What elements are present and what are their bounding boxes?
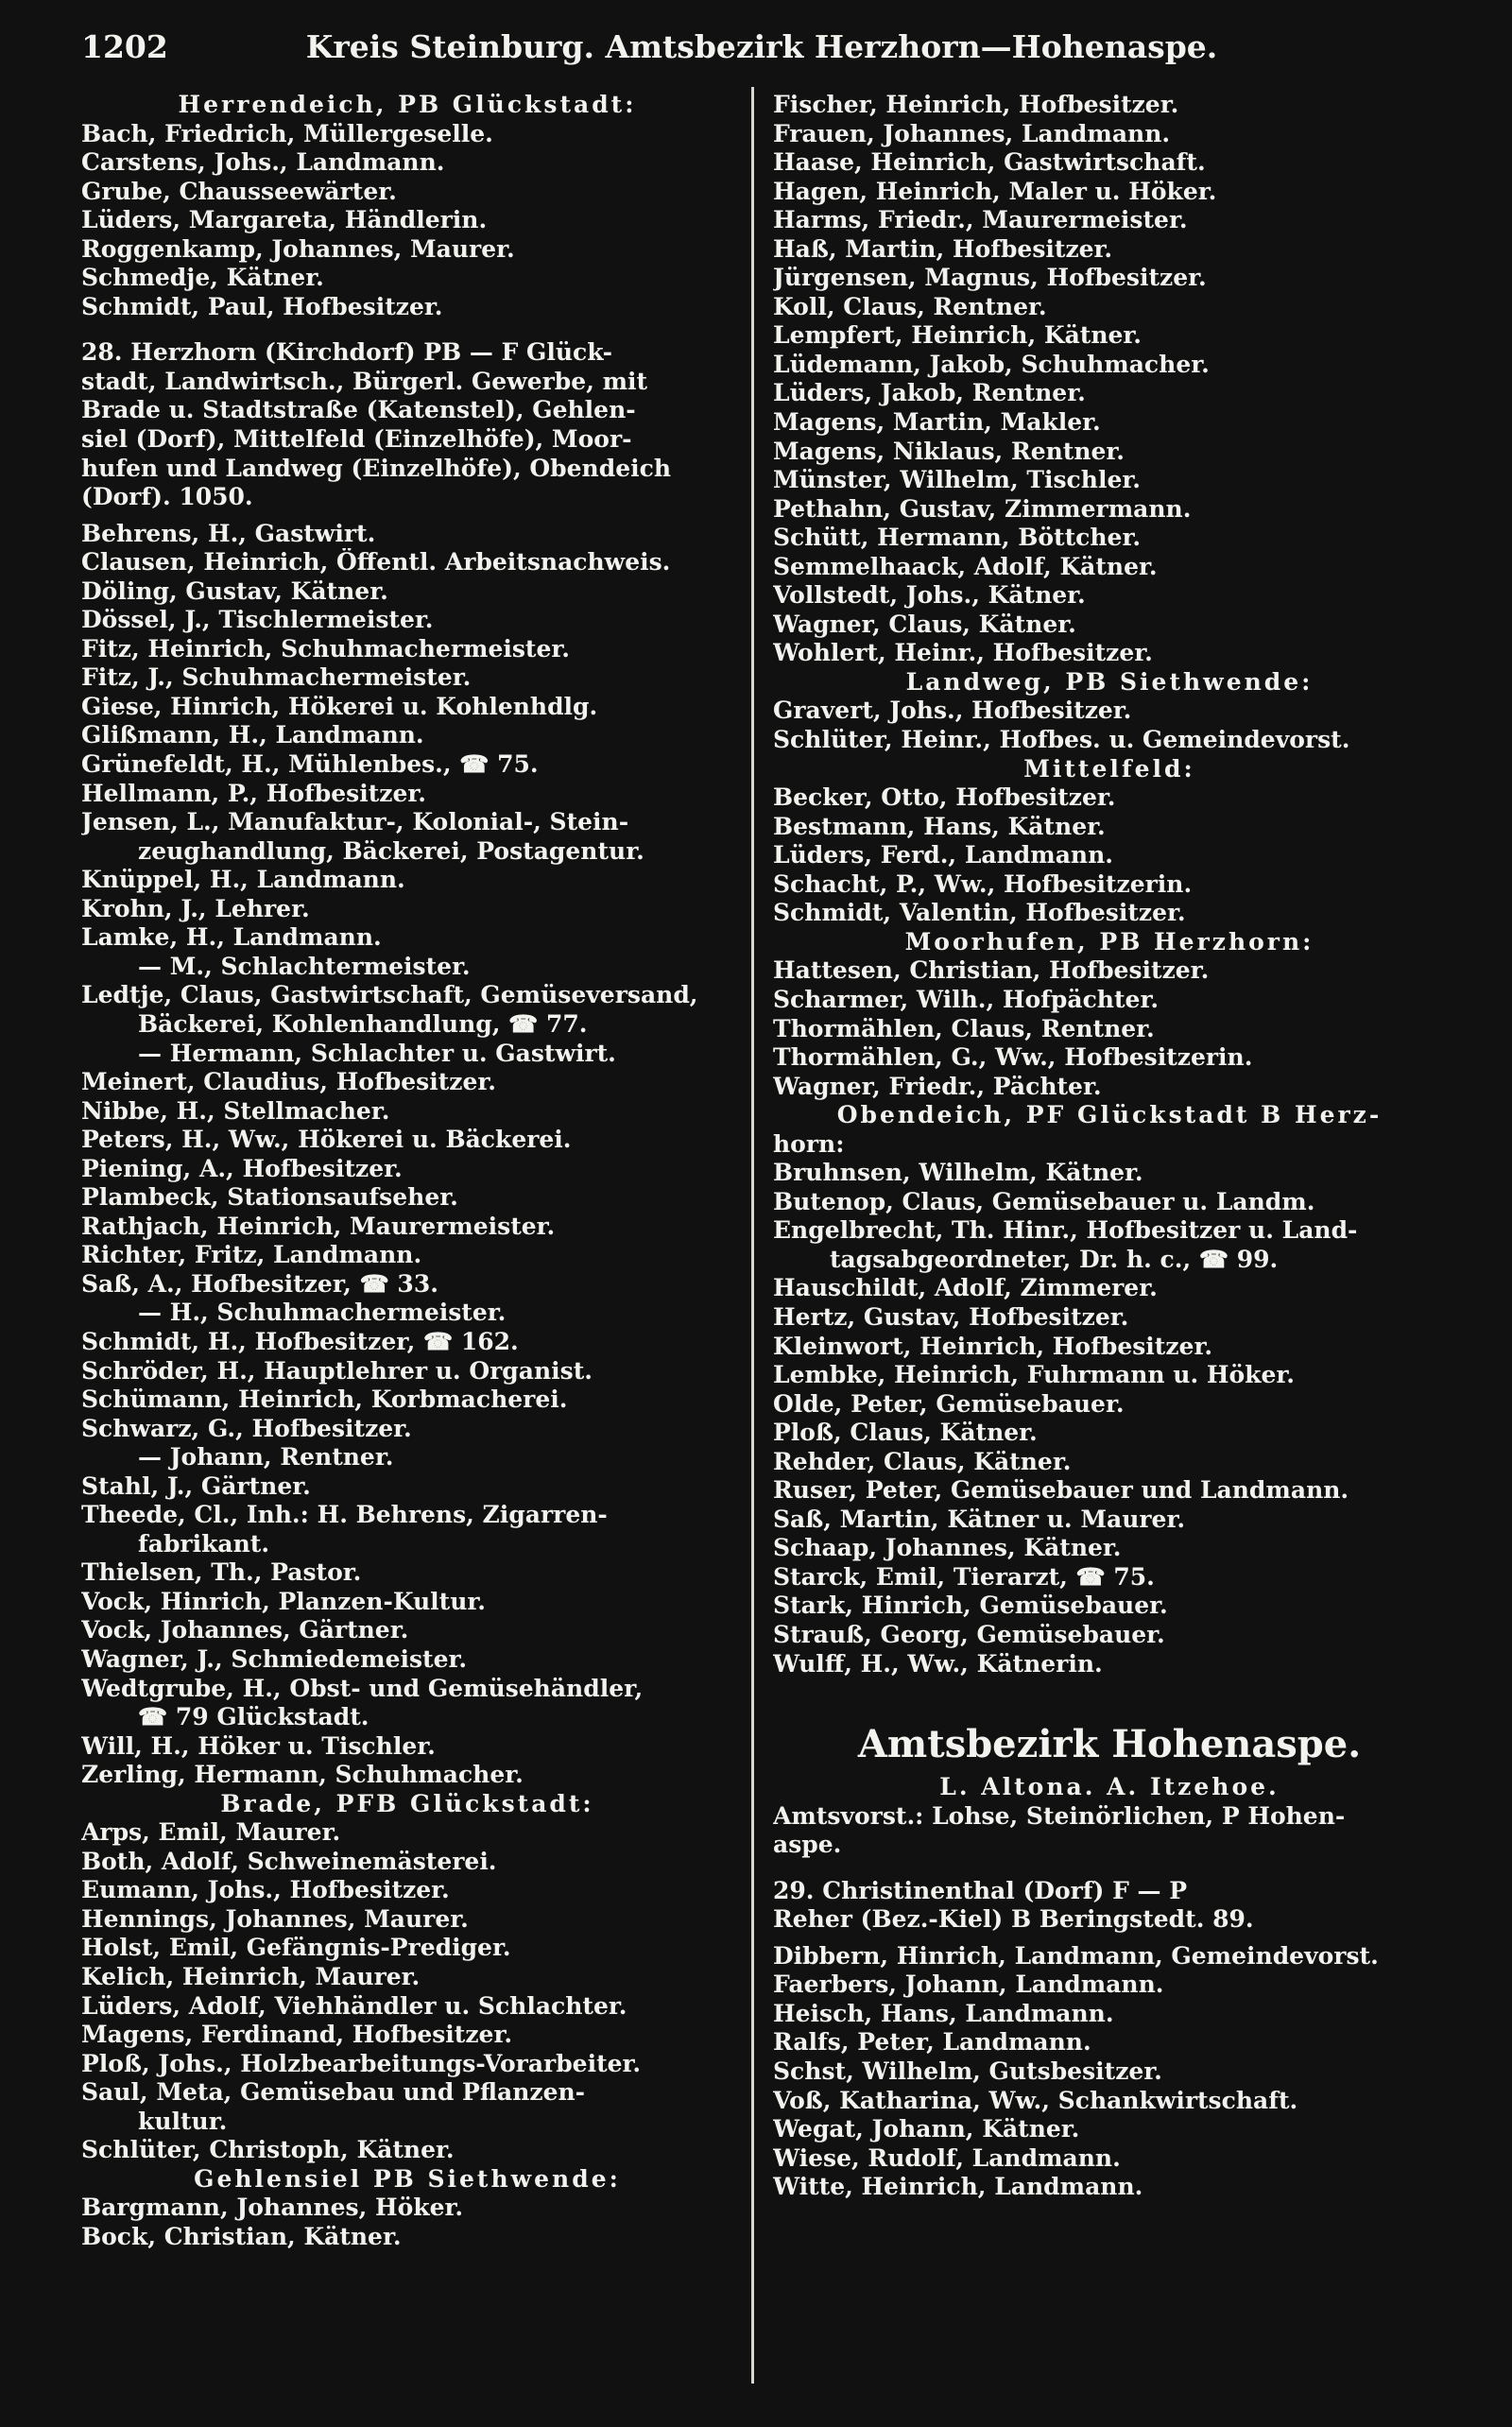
entry-continuation: — Hermann, Schlachter u. Gastwirt. (138, 1039, 616, 1067)
directory-entry: Schmidt, Valentin, Hofbesitzer. (773, 899, 1186, 927)
entry-continuation: fabrikant. (138, 1529, 270, 1558)
directory-entry: Grube, Chausseewärter. (81, 177, 397, 205)
directory-entry: Roggenkamp, Johannes, Maurer. (81, 234, 515, 263)
directory-entry: Eumann, Johs., Hofbesitzer. (81, 1876, 450, 1904)
entry-continuation: tagsabgeordneter, Dr. h. c., ☎ 99. (830, 1245, 1279, 1273)
directory-entry: Koll, Claus, Rentner. (773, 292, 1047, 320)
directory-entry: Wiese, Rudolf, Landmann. (773, 2143, 1121, 2172)
directory-entry: Dibbern, Hinrich, Landmann, Gemeindevorst. (773, 1941, 1379, 1970)
entry-continuation: zeughandlung, Bäckerei, Postagentur. (138, 836, 644, 865)
directory-entry: Lüdemann, Jakob, Schuhmacher. (773, 350, 1210, 378)
directory-entry: Saß, A., Hofbesitzer, ☎ 33. (81, 1269, 438, 1298)
directory-entry: Dössel, J., Tischlermeister. (81, 606, 434, 634)
directory-entry: Fitz, J., Schuhmachermeister. (81, 663, 472, 692)
locality-heading: Obendeich, PF Glückstadt B Herz- (836, 1101, 1383, 1129)
page-number: 1202 (81, 28, 168, 65)
directory-entry: Bock, Christian, Kätner. (81, 2222, 402, 2250)
directory-entry: Brade u. Stadtstraße (Katenstel), Gehlen- (81, 396, 636, 424)
directory-entry: Schst, Wilhelm, Gutsbesitzer. (773, 2057, 1162, 2085)
directory-entry: Thormählen, G., Ww., Hofbesitzerin. (773, 1043, 1253, 1072)
directory-entry: siel (Dorf), Mittelfeld (Einzelhöfe), Moor- (81, 425, 632, 454)
directory-entry: Schröder, H., Hauptlehrer u. Organist. (81, 1356, 593, 1385)
directory-entry: Will, H., Höker u. Tischler. (81, 1731, 436, 1760)
directory-entry: Magens, Martin, Makler. (773, 408, 1101, 437)
entry-continuation: ☎ 79 Glückstadt. (138, 1703, 369, 1731)
spacer (773, 1935, 1446, 1942)
right-column (773, 91, 1446, 2202)
directory-entry: Kelich, Heinrich, Maurer. (81, 1963, 421, 1990)
directory-entry: Saul, Meta, Gemüsebau und Pflanzen- (81, 2078, 586, 2107)
directory-entry: Rathjach, Heinrich, Maurermeister. (81, 1212, 556, 1240)
locality-heading: Moorhufen, PB Herzhorn: (904, 927, 1314, 955)
directory-entry: Harms, Friedr., Maurermeister. (773, 206, 1188, 234)
directory-entry: Haß, Martin, Hofbesitzer. (773, 234, 1113, 263)
directory-entry: Meinert, Claudius, Hofbesitzer. (81, 1068, 496, 1096)
directory-entry: Carstens, Johs., Landmann. (81, 148, 445, 177)
directory-entry: Reher (Bez.-Kiel) B Beringstedt. 89. (773, 1905, 1254, 1934)
directory-entry: Wagner, J., Schmiedemeister. (81, 1644, 468, 1673)
municipality-entry: 29. Christinenthal (Dorf) F — P (773, 1876, 1188, 1904)
directory-entry: Frauen, Johannes, Landmann. (773, 119, 1171, 147)
directory-entry: Stark, Hinrich, Gemüsebauer. (773, 1592, 1168, 1620)
directory-entry: Glißmann, H., Landmann. (81, 721, 424, 749)
locality-heading: Landweg, PB Siethwende: (905, 667, 1314, 696)
directory-entry: Ralfs, Peter, Landmann. (773, 2028, 1091, 2057)
directory-entry: Voß, Katharina, Ww., Schankwirtschaft. (773, 2086, 1298, 2114)
directory-entry: Lembke, Heinrich, Fuhrmann u. Höker. (773, 1361, 1295, 1389)
directory-entry: horn: (773, 1129, 845, 1158)
directory-entry: Ledtje, Claus, Gastwirtschaft, Gemüseversand, (81, 981, 698, 1009)
directory-entry: Lempfert, Heinrich, Kätner. (773, 321, 1143, 350)
directory-entry: Strauß, Georg, Gemüsebauer. (773, 1620, 1165, 1648)
directory-entry: Vock, Johannes, Gärtner. (81, 1616, 409, 1644)
directory-entry: Hauschildt, Adolf, Zimmerer. (773, 1274, 1158, 1302)
directory-entry: Fitz, Heinrich, Schuhmachermeister. (81, 634, 570, 663)
directory-entry: aspe. (773, 1831, 842, 1859)
directory-entry: Hagen, Heinrich, Maler u. Höker. (773, 177, 1217, 205)
directory-entry: Pethahn, Gustav, Zimmermann. (773, 494, 1192, 523)
directory-entry: Holst, Emil, Gefängnis-Prediger. (81, 1934, 511, 1962)
directory-entry: Hennings, Johannes, Maurer. (81, 1904, 469, 1933)
spacer (81, 321, 733, 338)
spacer (773, 1860, 1446, 1877)
directory-entry: Lüders, Ferd., Landmann. (773, 841, 1113, 869)
entry-continuation: — M., Schlachtermeister. (138, 952, 471, 980)
directory-entry: Bestmann, Hans, Kätner. (773, 812, 1106, 840)
directory-entry: Wulff, H., Ww., Kätnerin. (773, 1649, 1103, 1678)
directory-entry: Stahl, J., Gärtner. (81, 1472, 311, 1500)
directory-entry: Schaap, Johannes, Kätner. (773, 1534, 1122, 1562)
directory-entry: Faerbers, Johann, Landmann. (773, 1971, 1164, 1999)
directory-entry: Schmidt, Paul, Hofbesitzer. (81, 292, 443, 320)
directory-entry: Theede, Cl., Inh.: H. Behrens, Zigarren- (81, 1501, 608, 1529)
directory-entry: Zerling, Hermann, Schuhmacher. (81, 1761, 524, 1789)
directory-entry: Wedtgrube, H., Obst- und Gemüsehändler, (81, 1674, 644, 1702)
directory-entry: Bargmann, Johannes, Höker. (81, 2194, 464, 2222)
entry-continuation: kultur. (138, 2107, 228, 2135)
directory-entry: Richter, Fritz, Landmann. (81, 1241, 422, 1269)
directory-entry: Schmedje, Kätner. (81, 264, 324, 292)
directory-entry: Grünefeldt, H., Mühlenbes., ☎ 75. (81, 750, 539, 779)
entry-continuation: — Johann, Rentner. (138, 1443, 394, 1472)
directory-entry: Behrens, H., Gastwirt. (81, 519, 376, 547)
directory-entry: Jürgensen, Magnus, Hofbesitzer. (773, 264, 1207, 292)
directory-entry: Knüppel, H., Landmann. (81, 866, 405, 894)
district-heading: Amtsbezirk Hohenaspe. (857, 1722, 1362, 1767)
directory-entry: Thormählen, Claus, Rentner. (773, 1014, 1155, 1042)
directory-entry: Semmelhaack, Adolf, Kätner. (773, 552, 1158, 580)
directory-entry: Piening, A., Hofbesitzer. (81, 1154, 403, 1182)
locality-heading: Gehlensiel PB Siethwende: (194, 2164, 621, 2193)
directory-entry: Heisch, Hans, Landmann. (773, 1999, 1114, 2027)
locality-heading: Mittelfeld: (1023, 754, 1195, 783)
directory-entry: Amtsvorst.: Lohse, Steinörlichen, P Hohen- (773, 1801, 1346, 1830)
directory-entry: Hertz, Gustav, Hofbesitzer. (773, 1302, 1129, 1331)
directory-entry: Lüders, Margareta, Händlerin. (81, 206, 488, 234)
directory-entry: Becker, Otto, Hofbesitzer. (773, 783, 1116, 812)
directory-entry: Schlüter, Christoph, Kätner. (81, 2136, 455, 2164)
directory-entry: Lüders, Jakob, Rentner. (773, 379, 1086, 407)
directory-entry: Schacht, P., Ww., Hofbesitzerin. (773, 869, 1193, 898)
directory-entry: Bach, Friedrich, Müllergeselle. (81, 119, 493, 147)
directory-entry: Schlüter, Heinr., Hofbes. u. Gemeindevorst. (773, 726, 1350, 754)
directory-entry: Magens, Niklaus, Rentner. (773, 437, 1125, 465)
directory-entry: Vock, Hinrich, Planzen-Kultur. (81, 1587, 486, 1615)
directory-entry: (Dorf). 1050. (81, 483, 253, 511)
column-divider (751, 87, 754, 2384)
directory-entry: Bruhnsen, Wilhelm, Kätner. (773, 1159, 1143, 1187)
directory-entry: Hellmann, P., Hofbesitzer. (81, 779, 426, 807)
directory-entry: hufen und Landweg (Einzelhöfe), Obendeich (81, 454, 671, 482)
directory-entry: Gravert, Johs., Hofbesitzer. (773, 697, 1132, 725)
entry-continuation: — H., Schuhmachermeister. (138, 1299, 507, 1327)
directory-entry: Rehder, Claus, Kätner. (773, 1447, 1072, 1475)
directory-entry: Döling, Gustav, Kätner. (81, 577, 388, 605)
directory-entry: Schütt, Hermann, Böttcher. (773, 524, 1142, 552)
directory-entry: Wagner, Friedr., Pächter. (773, 1072, 1102, 1100)
directory-entry: Hattesen, Christian, Hofbesitzer. (773, 956, 1210, 985)
directory-entry: Starck, Emil, Tierarzt, ☎ 75. (773, 1562, 1155, 1591)
directory-entry: Butenop, Claus, Gemüsebauer u. Landm. (773, 1187, 1315, 1215)
directory-entry: Schmidt, H., Hofbesitzer, ☎ 162. (81, 1327, 519, 1355)
page-header (81, 21, 1442, 74)
directory-entry: Lamke, H., Landmann. (81, 923, 382, 952)
directory-entry: Saß, Martin, Kätner u. Maurer. (773, 1505, 1186, 1533)
directory-entry: Wegat, Johann, Kätner. (773, 2115, 1080, 2143)
spacer (81, 512, 733, 520)
entry-continuation: Bäckerei, Kohlenhandlung, ☎ 77. (138, 1009, 588, 1038)
locality-heading: L. Altona. A. Itzehoe. (939, 1773, 1280, 1801)
directory-entry: Fischer, Heinrich, Hofbesitzer. (773, 91, 1179, 118)
directory-entry: Both, Adolf, Schweinemästerei. (81, 1847, 497, 1875)
directory-entry: Wohlert, Heinr., Hofbesitzer. (773, 639, 1153, 667)
left-column (81, 91, 733, 2251)
locality-heading: Herrendeich, PB Glückstadt: (178, 91, 637, 118)
directory-entry: Witte, Heinrich, Landmann. (773, 2173, 1143, 2201)
directory-entry: Engelbrecht, Th. Hinr., Hofbesitzer u. Land- (773, 1216, 1358, 1245)
directory-entry: Plambeck, Stationsaufseher. (81, 1183, 458, 1212)
directory-entry: Clausen, Heinrich, Öffentl. Arbeitsnachweis. (81, 548, 671, 577)
directory-entry: Jensen, L., Manufaktur-, Kolonial-, Stein- (81, 808, 629, 836)
directory-entry: Magens, Ferdinand, Hofbesitzer. (81, 2021, 513, 2049)
directory-entry: Thielsen, Th., Pastor. (81, 1558, 362, 1587)
directory-entry: Lüders, Adolf, Viehhändler u. Schlachter. (81, 1991, 627, 2020)
directory-entry: Haase, Heinrich, Gastwirtschaft. (773, 148, 1206, 177)
directory-entry: Scharmer, Wilh., Hofpächter. (773, 985, 1160, 1013)
directory-entry: Ploß, Johs., Holzbearbeitungs-Vorarbeiter. (81, 2049, 642, 2077)
running-title: Kreis Steinburg. Amtsbezirk Herzhorn—Hohenaspe. (305, 28, 1218, 65)
directory-entry: Nibbe, H., Stellmacher. (81, 1096, 390, 1125)
directory-entry: Ploß, Claus, Kätner. (773, 1419, 1038, 1447)
directory-entry: Münster, Wilhelm, Tischler. (773, 466, 1141, 494)
directory-entry: Krohn, J., Lehrer. (81, 894, 310, 922)
directory-entry: Arps, Emil, Maurer. (81, 1818, 341, 1847)
directory-entry: Ruser, Peter, Gemüsebauer und Landmann. (773, 1476, 1349, 1505)
directory-entry: Vollstedt, Johs., Kätner. (773, 581, 1086, 610)
directory-entry: Peters, H., Ww., Hökerei u. Bäckerei. (81, 1126, 572, 1154)
municipality-entry: 28. Herzhorn (Kirchdorf) PB — F Glück- (81, 338, 612, 367)
directory-entry: Schümann, Heinrich, Korbmacherei. (81, 1386, 568, 1414)
directory-entry: Kleinwort, Heinrich, Hofbesitzer. (773, 1332, 1213, 1360)
directory-entry: stadt, Landwirtsch., Bürgerl. Gewerbe, mit (81, 367, 648, 395)
directory-entry: Schwarz, G., Hofbesitzer. (81, 1414, 412, 1442)
directory-entry: Olde, Peter, Gemüsebauer. (773, 1389, 1125, 1418)
locality-heading: Brade, PFB Glückstadt: (220, 1789, 594, 1817)
directory-entry: Giese, Hinrich, Hökerei u. Kohlenhdlg. (81, 692, 598, 720)
directory-entry: Wagner, Claus, Kätner. (773, 610, 1076, 638)
